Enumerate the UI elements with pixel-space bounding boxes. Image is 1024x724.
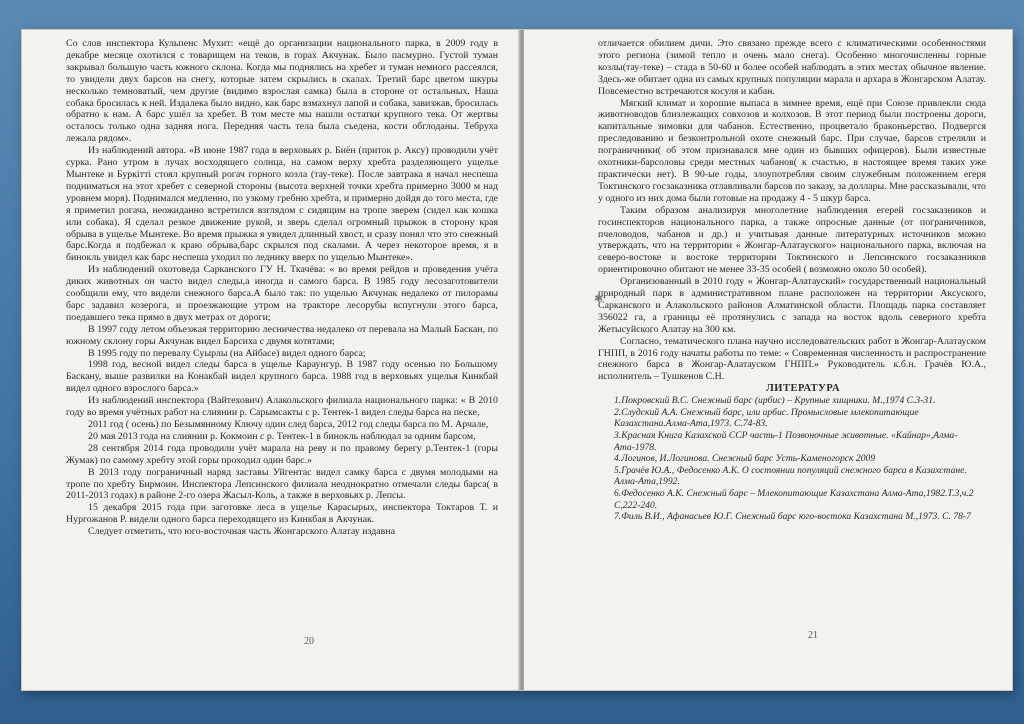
page-number-right: 21 — [808, 630, 818, 641]
paragraph: отличается обилием дичи. Это связано прежде всего с климатическими особенностями этого региона (зимой тепло и очень мало снега). Особенно многочисленны горные козлы(тау-теке) – стада в 50-60 и более особей наблюдать в этих местах обычное явление. Здесь-же обитает одна из самых крупных популяции марала и архара в Жонгарском Алатау. Повсеместно встречаются косуля и кабан. — [598, 38, 986, 97]
references-heading: ЛИТЕРАТУРА — [765, 383, 841, 395]
paragraph: В 2013 году пограничный наряд заставы Уйгентас видел самку барса с двумя молодыми на тропе по хребту Бирмоин. Инспектора Лепсинского филиала неоднократно отмечали следы барса( в 2011-2013 годах) в районе 2-го озера Жасыл-Коль, а также в верховьях р. Лепсы. — [66, 466, 498, 502]
paragraph: Из наблюдений автора. «В июне 1987 года в верховьях р. Биён (приток р. Аксу) проводили учёт сурка. Рано утром в лучах восходящего солнца, на самом верху хребта разделяющего ущелье Мынтеке и Буркітті стоял крупный рогач горного козла (тау-теке). После завтрака я начал неспеша подниматься на этот хребет с северной стороны (высота верхней точки хребта примерно 3000 м над уровнем моря). Поднимался медленно, по узкому гребню хребта, и примерно дойдя до того места, где я приметил рогача, неожиданно встретился взглядом с сидящим на тропе зверем (сидел как кошка или собака). Я сделал резкое движение рукой, и зверь сделал огромный прыжок в сторону края обрыва в ущелье Мынтеке. Во время прыжка я увидел длинный хвост, и сразу понял что это снежный барс.Когда я подбежал к краю обрыва,барс скрылся под скалами. А через некоторое время, я в бинокль увидел как барс неспеша уходил по леднику вверх по ущелью Мынтеке». — [66, 145, 498, 264]
paragraph: В 1997 году летом объезжая территорию лесничества недалеко от перевала на Малый Баскан, по южному склону горы Акчунак видел Барсиха с двумя котятами; — [66, 323, 498, 347]
reference-item: 5.Грачёв Ю.А., Федосенко А.К. О состоянии популяций снежного барса в Казахстане. Алма-Ата,1992. — [614, 464, 967, 488]
right-page — [524, 30, 1012, 690]
reference-item: 2.Слудский А.А. Снежный барс, или ирбис. Промысловые млекопитающие Казахстана.Алма-Ата,1973. С.74-83. — [614, 406, 919, 430]
page-number-left: 20 — [304, 636, 314, 647]
paragraph: Из наблюдений охотоведа Сарканского ГУ Н. Ткачёва: « во время рейдов и проведения учёта диких животных он часто видел следы,а иногда и самого барса. В 1985 году лесозаготовители сообщили ему, что видели снежного барса.А было так: по ущелью Акчунак недалеко от пилорамы барс задавил козерога, и проезжающие утром на тракторе лесорубы вспугнули этого барса, поедавшего тека прямо в двух метрах от дороги; — [66, 264, 498, 323]
paragraph: 15 декабря 2015 года при заготовке леса в ущелье Карасырых, инспектора Токтаров Т. и Нургожанов Р. видели одного барса переходящего из Кинкбая в Акчунак. — [66, 502, 498, 526]
reference-item: 3.Красная Книга Казахской ССР часть-1 Позвоночные животные. «Кайнар»,Алма-Ата-1978. — [614, 429, 958, 453]
paragraph: 1998 год, весной видел следы барса в ущелье Караунгур. В 1987 году осенью по Большому Баскану, выше развилки на Конакбай видел крупного барса. 1988 год в верховьях ущелья Кинкбай видел одного взрослого барса.» — [66, 359, 498, 395]
paragraph: Организованный в 2010 году « Жонгар-Алатауский» государственный национальный природный парк в административном плане расположен на территории Аксуского, Сарканского и Алакольского районов Алматинской области. Площадь парка составляет 356022 га, а границы её протянулись с запада на восток вдоль северного хребта Жетысуйского Алатау на 300 км. — [598, 276, 986, 335]
paragraph: 20 мая 2013 года на слиянии р. Кокмоин с р. Тентек-1 в бинокль наблюдал за одним барсом, — [88, 430, 476, 442]
reference-item: 4.Логинов, И.Логинова. Снежный барс Усть-Каменогорск 2009 — [614, 453, 876, 465]
reference-item: 7.Филь В.И., Афанасьев Ю.Г. Снежный барс юго-востока Казахстана М.,1973. С. 78-7 — [614, 511, 971, 523]
book-spread — [22, 30, 1012, 690]
reference-item: 1.Покровский В.С. Снежный барс (ирбис) – Крупные хищники. М.,1974 С.3-31. — [614, 395, 936, 407]
paragraph: Со слов инспектора Кульпенс Мухит: «ещё до организации национального парка, в 2009 году в декабре месяце охотился с товарищем на теков, в горах Акчунак. Было пасмурно. Густой туман закрывал большую часть южного склона. Когда мы поднялись на хребет и туман немного рассеялся, то увидели двух барсов на снегу, которые затем скрылись в скалах. Третий барс цветом шкуры несколько темноватый, чем другие (видимо взрослая самка) была в стороне от остальных. Наша собака бросилась к ней. Издалека было видно, как барс взмахнул лапой и собака, завизжав, бросилась обратно к нам. А барс ушёл за хребет. В том месте мы нашли остатки крупного тека. От жертвы осталось только одна задняя нога. Передняя часть тела была съедена, кости обглоданы. Тебруха лежала рядом». — [66, 38, 498, 145]
reference-item: 6.Федосенко А.К. Снежный барс – Млекопитающие Казахстана Алма-Ата,1982.Т.3,ч.2 С,222-240. — [614, 487, 974, 511]
paragraph: Таким образом анализируя многолетние наблюдения егерей госзаказников и госинспекторов национального парка, а также опросные данные (от пограничников, пчеловодов, чабанов и др.) и учитывая данные литературных источников можно утверждать, что на территории « Жонгар-Алатауского» национального парка, включая на северо-востоке и востоке территории Токтинского и Лепсинского госзаказников ориентировочно обитают не менее 33-35 особей ( возможно около 50 особей). — [598, 204, 986, 276]
right-page-text — [598, 38, 986, 558]
paragraph: Мягкий климат и хорошие выпаса в зимнее время, ещё при Союзе привлекли сюда животноводов близлежащих совхозов и колхозов. В этот период были построены дороги, капитальные зимовки для чабанов. Естественно, процветало браконьерство. Подвергся преследованию и безконтрольной охоте снежный барс. При случае, барсов стреляли и пограничники( об этом признавался мне один из бывших офицеров). Были известные охотники-барсоловы среди местных чабанов( к счастью, в настоящее время таких уже практически нет). В 90-ые годы, злоупотребляя своим служебным положением егеря Токтинского госзаказника отлавливали барсов по заказу, за доллары. Мне рассказывали, что у одного из них дома были готовые на продажу 4 - 5 шкур барса. — [598, 97, 986, 204]
left-page — [22, 30, 520, 690]
left-page-text — [66, 38, 498, 638]
paragraph: 2011 год ( осень) по Безымянному Ключу один след барса, 2012 год следы барса по М. Арчале, — [88, 419, 489, 430]
paragraph: Из наблюдений инспектора (Вайтехович) Алакольского филиала национального парка: « В 2010 году во время учётных работ на слиянии р. Сарымсакты с р. Тентек-1 видел следы барса на песке, — [66, 395, 498, 419]
paragraph: Следует отметить, что юго-восточная часть Жонгарского Алатау издавна — [88, 526, 395, 538]
paragraph: 28 сентября 2014 года проводили учёт марала на реву и по правому берегу р.Тентек-1 (горы Жумак) по самому хребту этой горы проходил один барс.» — [66, 442, 498, 466]
references-list — [598, 395, 986, 523]
paragraph: Согласно, тематического плана научно исследовательских работ в Жонгар-Алатауском ГНПП, в 2016 году начаты работы по теме: « Современная численность и распространение снежного барса в Жонгар-Алатауском ГНПП.» Руководитель к.б.н. Грачёв Ю.А., исполнитель – Тушкенов С.Н. — [598, 335, 986, 383]
scan-speck-icon: ✱ — [594, 293, 604, 305]
paragraph: В 1995 году по перевалу Суырлы (на Айбасе) видел одного барса; — [88, 347, 366, 359]
